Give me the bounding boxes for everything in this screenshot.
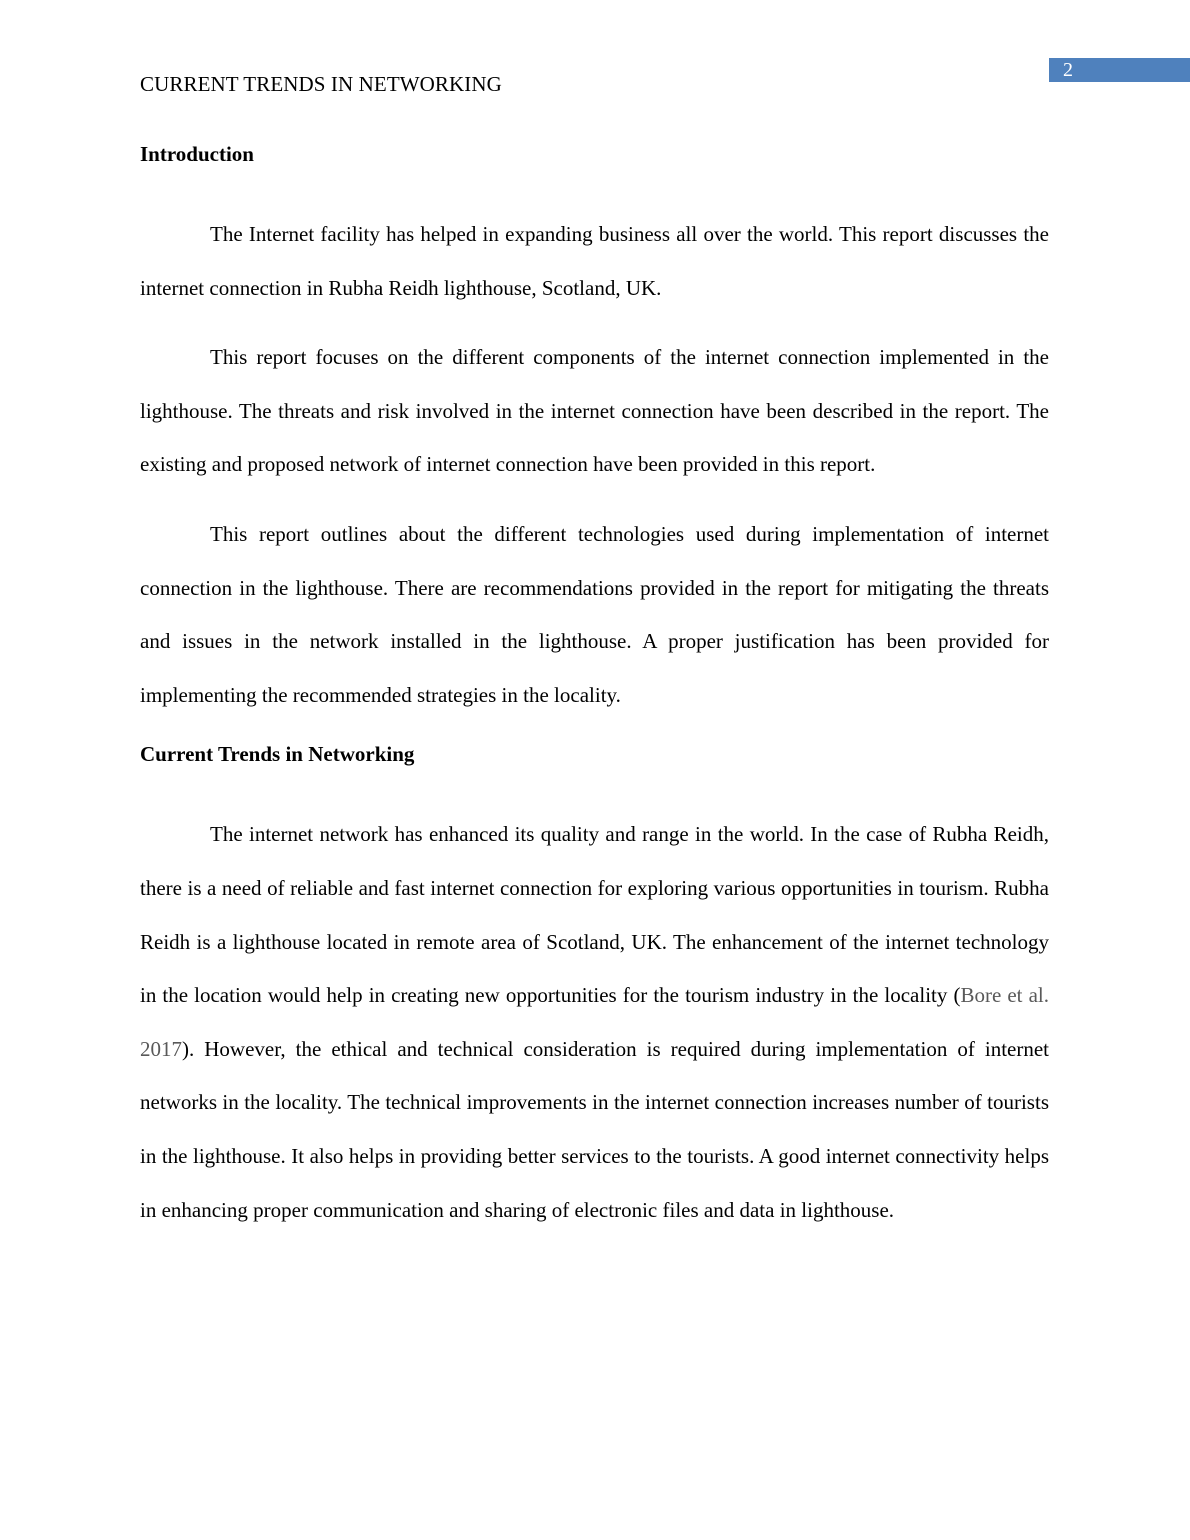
intro-paragraph-2: This report focuses on the different components of the internet connection implemented in the lighthouse. The threats and risk involved in the internet connection have been described in the report. The existing and proposed network of internet connection have been provided in this report. bbox=[140, 345, 1049, 477]
section-heading-introduction: Introduction bbox=[140, 142, 254, 166]
trends-text-after-citation: ). However, the ethical and technical consideration is required during implementation of internet networks in the locality. The technical improvements in the internet connection increases number of tourists in the lighthouse. It also helps in providing better services to the tourists. A good internet connectivity helps in enhancing proper communication and sharing of electronic files and data in lighthouse. bbox=[140, 1036, 1049, 1222]
intro-paragraph-1: The Internet facility has helped in expanding business all over the world. This report discusses the internet connection in Rubha Reidh lighthouse, Scotland, UK. bbox=[140, 222, 1049, 300]
trends-text-before-citation: The internet network has enhanced its quality and range in the world. In the case of Rubha Reidh, there is a need of reliable and fast internet connection for exploring various opportunities in tourism. Rubha Reidh is a lighthouse located in remote area of Scotland, UK. The enhancement of the internet technology in the location would help in creating new opportunities for the tourism industry in the locality ( bbox=[140, 822, 1049, 1008]
running-header: CURRENT TRENDS IN NETWORKING bbox=[140, 72, 502, 96]
page-number: 2 bbox=[1063, 59, 1073, 81]
page-number-bar bbox=[1049, 58, 1190, 82]
document-body bbox=[140, 138, 1049, 1253]
intro-paragraph-3: This report outlines about the different technologies used during implementation of internet connection in the lighthouse. There are recommendations provided in the report for mitigating the threats and issues in the network installed in the lighthouse. A proper justification has been provided for implementing the recommended strategies in the locality. bbox=[140, 521, 1049, 707]
citation-bore-2017: Bore et al. 2017 bbox=[140, 983, 1049, 1061]
section-heading-current-trends: Current Trends in Networking bbox=[140, 742, 415, 767]
trends-paragraph bbox=[140, 808, 1049, 1237]
